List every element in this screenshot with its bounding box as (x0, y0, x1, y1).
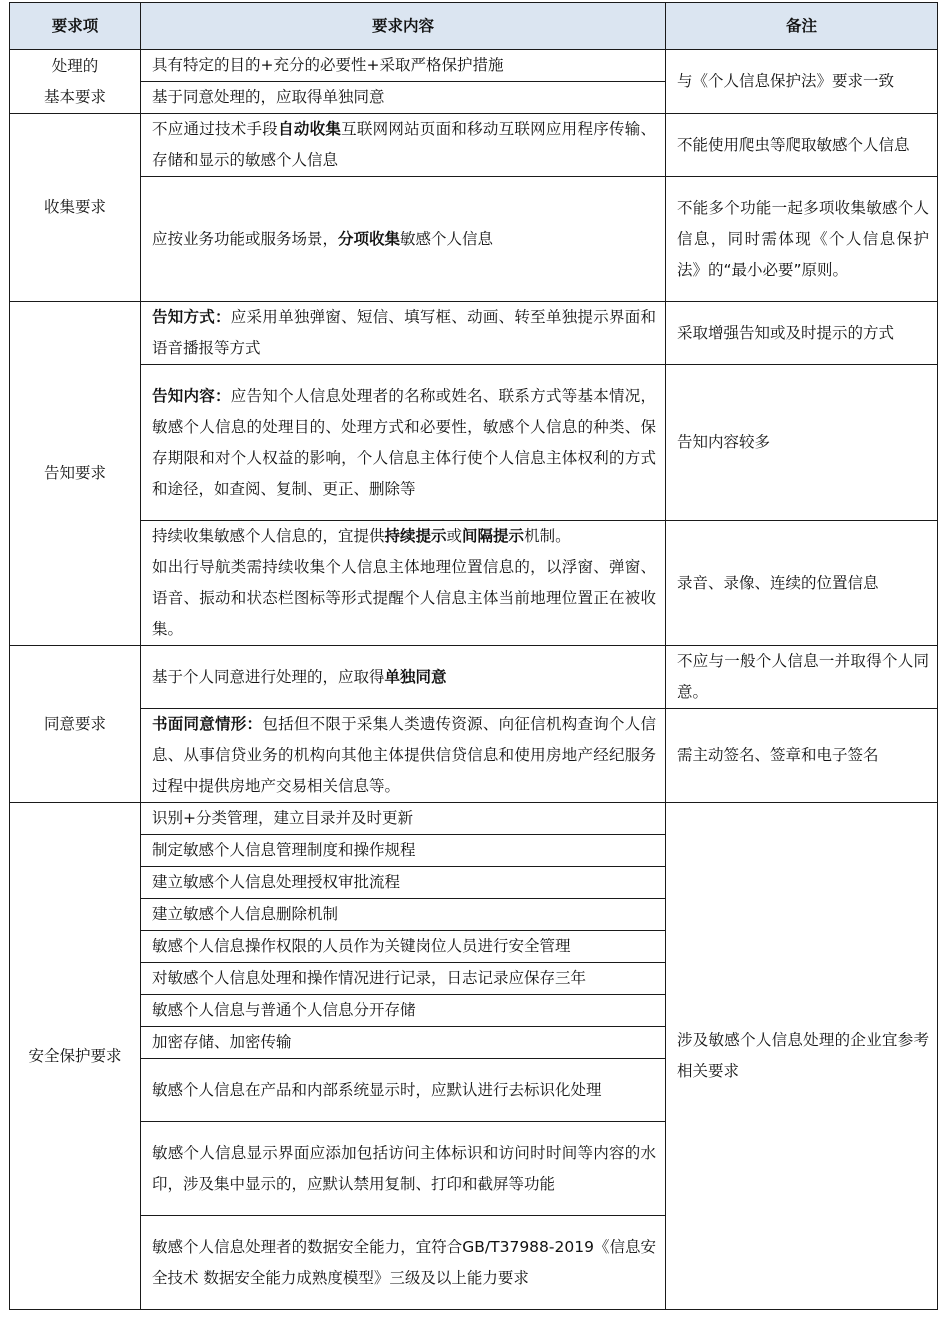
header-row (10, 3, 938, 50)
security-item: 敏感个人信息显示界面应添加包括访问主体标识和访问时时间等内容的水印，涉及集中显示的，应默认禁用复制、打印和截屏等功能 (141, 1122, 666, 1216)
note-cell: 不能多个功能一起多项收集敏感个人信息，同时需体现《个人信息保护法》的“最小必要”原则。 (666, 177, 938, 302)
requirement-cell: 书面同意情形：包括但不限于采集人类遗传资源、向征信机构查询个人信息、从事信贷业务的机构向其他主体提供信贷信息和使用房地产经纪服务过程中提供房地产交易相关信息等。 (141, 709, 666, 803)
note-cell: 涉及敏感个人信息处理的企业宜参考相关要求 (666, 803, 938, 1310)
requirement-cell: 持续收集敏感个人信息的，宜提供持续提示或间隔提示机制。 如出行导航类需持续收集个人信息主体地理位置信息的，以浮窗、弹窗、语音、振动和状态栏图标等形式提醒个人信息主体当前地理位置正在被收集。 (141, 521, 666, 646)
table-row (10, 709, 938, 803)
note-cell: 采取增强告知或及时提示的方式 (666, 302, 938, 365)
requirement-cell: 应按业务功能或服务场景，分项收集敏感个人信息 (141, 177, 666, 302)
header-content: 要求内容 (141, 3, 666, 50)
table-row (10, 114, 938, 177)
table-row (10, 803, 938, 835)
note-cell: 告知内容较多 (666, 365, 938, 521)
requirement-cell: 告知方式：应采用单独弹窗、短信、填写框、动画、转至单独提示界面和语音播报等方式 (141, 302, 666, 365)
requirement-cell: 不应通过技术手段自动收集互联网网站页面和移动互联网应用程序传输、存储和显示的敏感个人信息 (141, 114, 666, 177)
category-security: 安全保护要求 (10, 803, 141, 1310)
table-row (10, 302, 938, 365)
category-collect: 收集要求 (10, 114, 141, 302)
security-item: 建立敏感个人信息删除机制 (141, 899, 666, 931)
note-cell: 不能使用爬虫等爬取敏感个人信息 (666, 114, 938, 177)
table-row (10, 177, 938, 302)
security-item: 对敏感个人信息处理和操作情况进行记录，日志记录应保存三年 (141, 963, 666, 995)
security-item: 识别+分类管理，建立目录并及时更新 (141, 803, 666, 835)
security-item: 敏感个人信息在产品和内部系统显示时，应默认进行去标识化处理 (141, 1059, 666, 1122)
security-item: 制定敏感个人信息管理制度和操作规程 (141, 835, 666, 867)
requirement-cell: 基于同意处理的，应取得单独同意 (141, 82, 666, 114)
security-item: 敏感个人信息操作权限的人员作为关键岗位人员进行安全管理 (141, 931, 666, 963)
note-cell: 需主动签名、签章和电子签名 (666, 709, 938, 803)
requirement-cell: 具有特定的目的+充分的必要性+采取严格保护措施 (141, 50, 666, 82)
table-row (10, 521, 938, 646)
note-cell: 录音、录像、连续的位置信息 (666, 521, 938, 646)
requirements-table (9, 2, 938, 1310)
header-note: 备注 (666, 3, 938, 50)
table-row (10, 365, 938, 521)
table-row (10, 646, 938, 709)
category-notify: 告知要求 (10, 302, 141, 646)
requirement-cell: 基于个人同意进行处理的，应取得单独同意 (141, 646, 666, 709)
header-item: 要求项 (10, 3, 141, 50)
requirement-cell: 告知内容：应告知个人信息处理者的名称或姓名、联系方式等基本情况，敏感个人信息的处理目的、处理方式和必要性，敏感个人信息的种类、保存期限和对个人权益的影响，个人信息主体行使个人信息主体权利的方式和途径，如查阅、复制、更正、删除等 (141, 365, 666, 521)
note-cell: 不应与一般个人信息一并取得个人同意。 (666, 646, 938, 709)
security-item: 建立敏感个人信息处理授权审批流程 (141, 867, 666, 899)
security-item: 加密存储、加密传输 (141, 1027, 666, 1059)
category-consent: 同意要求 (10, 646, 141, 803)
security-item: 敏感个人信息处理者的数据安全能力，宜符合GB/T37988-2019《信息安全技术 数据安全能力成熟度模型》三级及以上能力要求 (141, 1216, 666, 1310)
category-basic: 处理的 基本要求 (10, 50, 141, 114)
table-row (10, 50, 938, 82)
security-item: 敏感个人信息与普通个人信息分开存储 (141, 995, 666, 1027)
note-cell: 与《个人信息保护法》要求一致 (666, 50, 938, 114)
